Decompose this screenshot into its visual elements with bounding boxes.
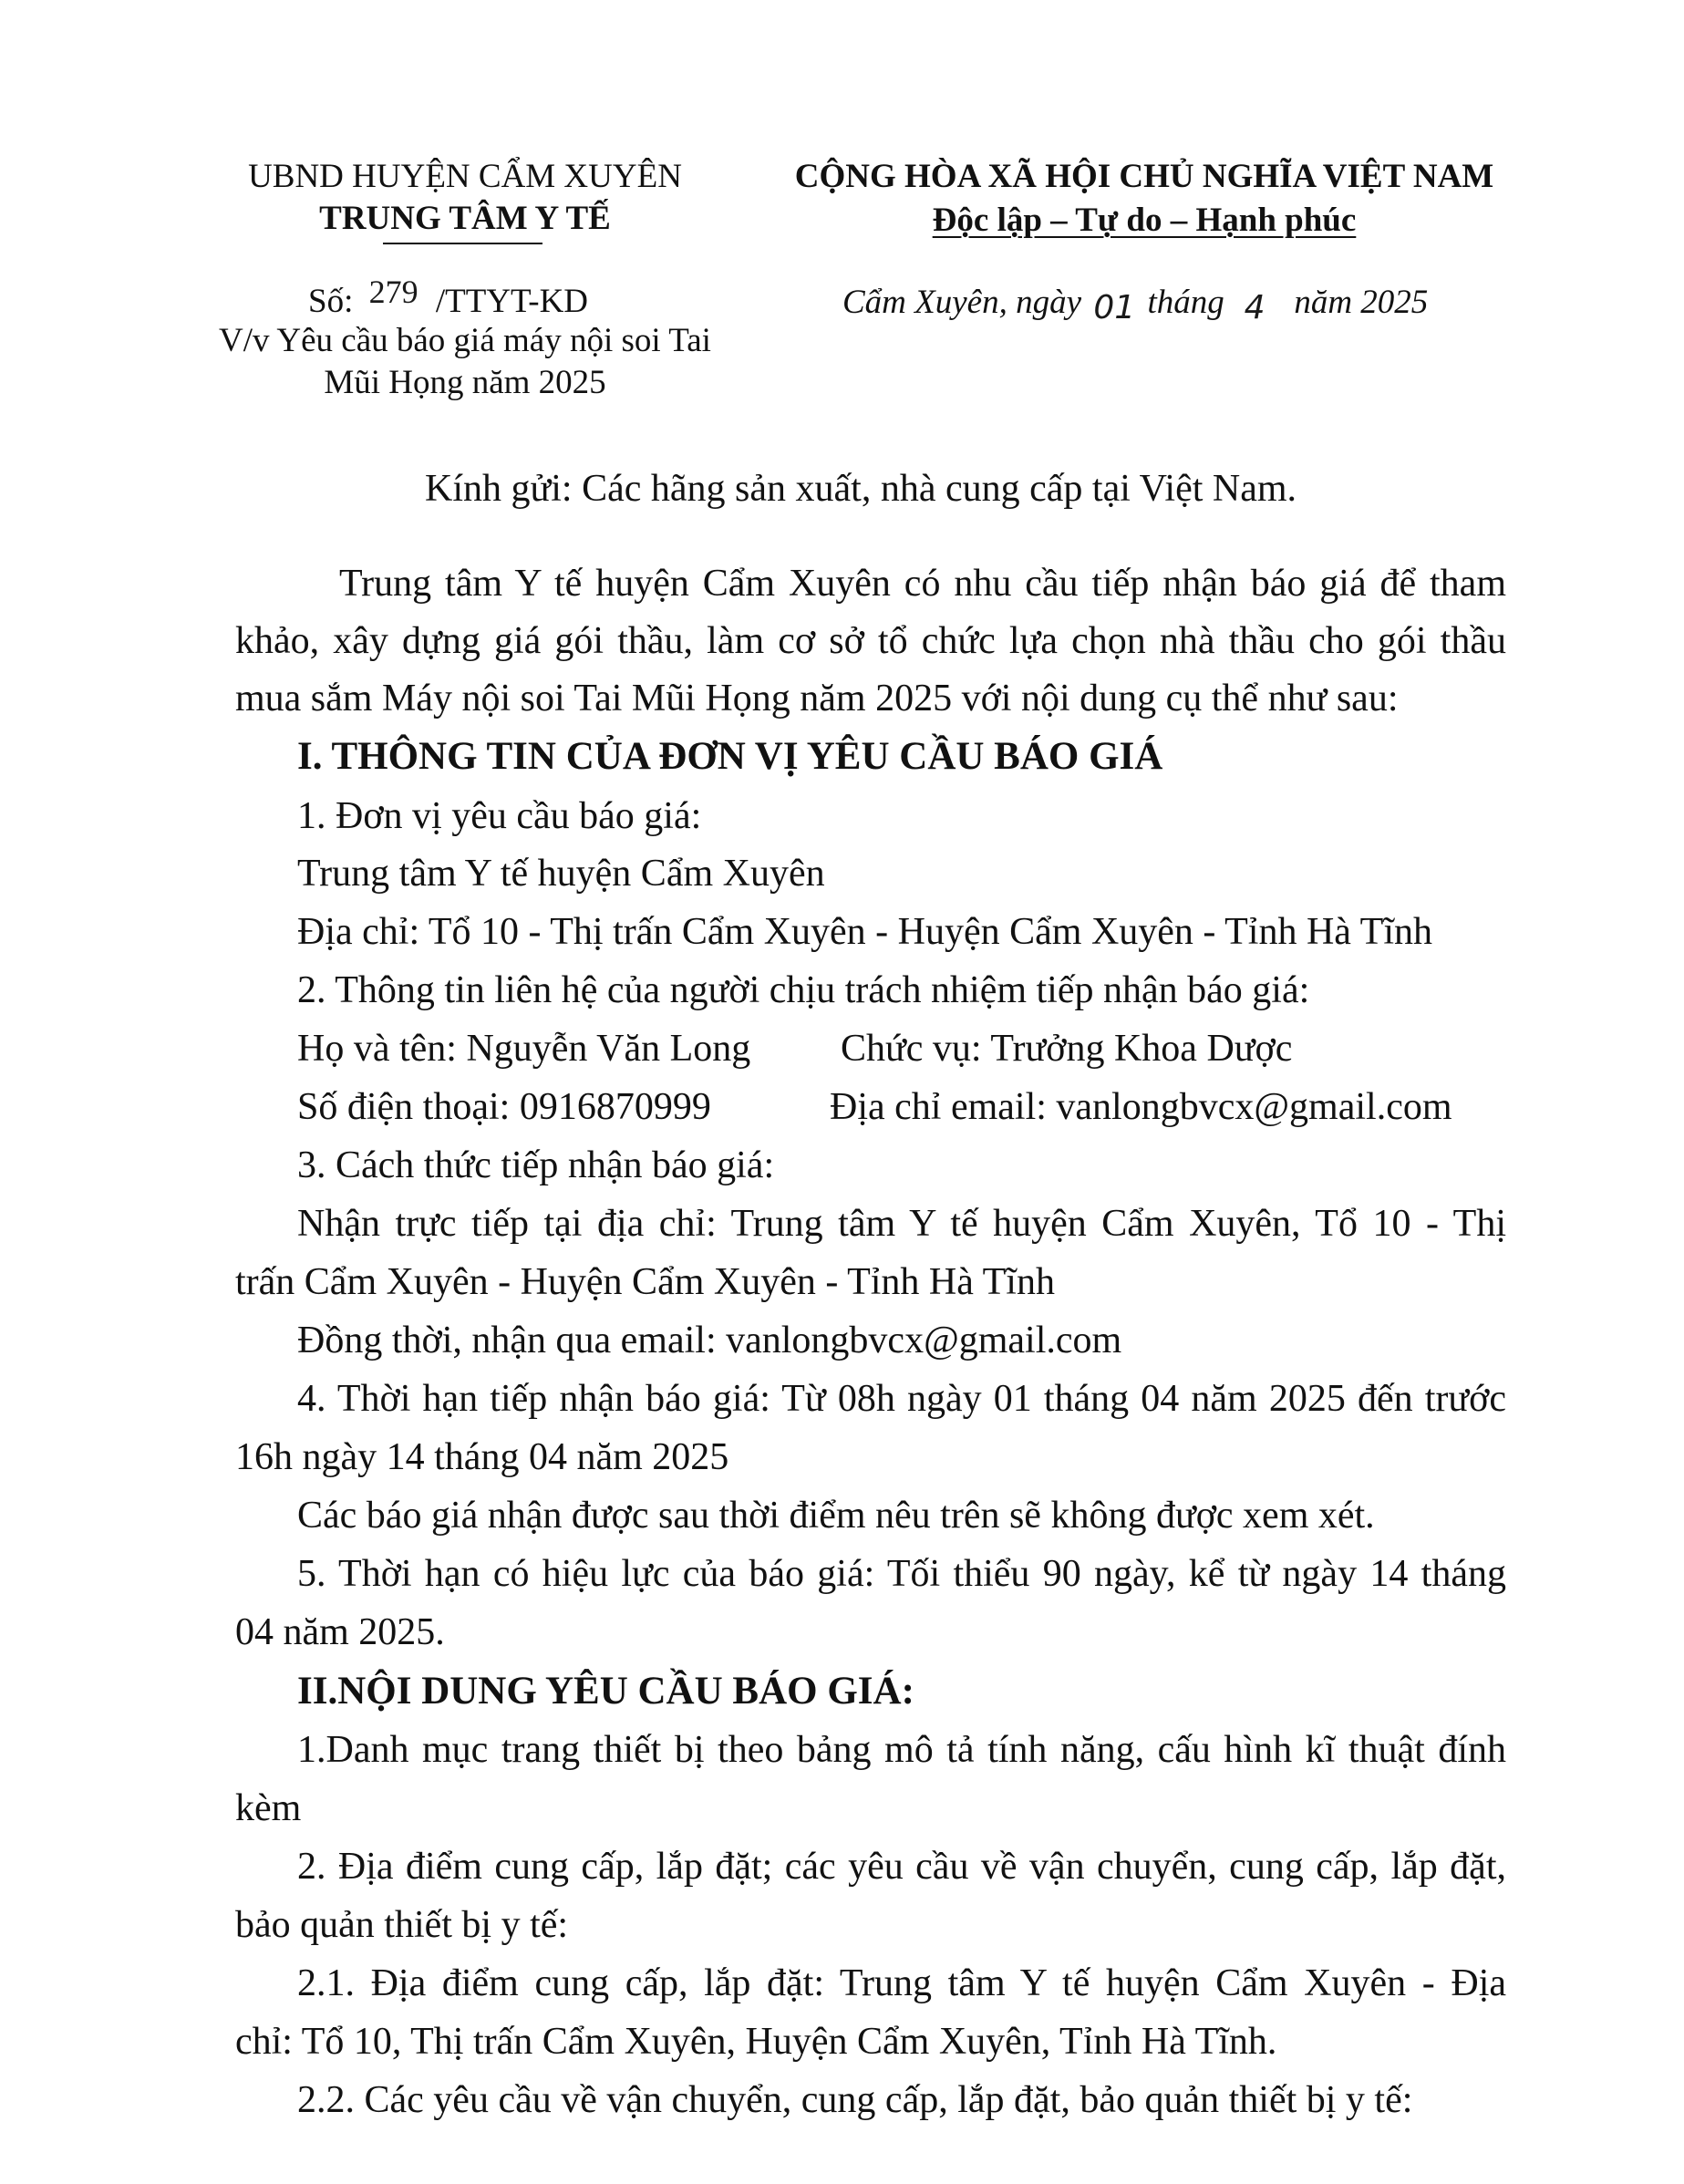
date-year: năm 2025 (1294, 284, 1429, 321)
s1-item4-line-2: 16h ngày 14 tháng 04 năm 2025 (235, 1436, 729, 1478)
s1-item2-phone: Số điện thoại: 0916870999 (297, 1086, 711, 1128)
country-name: CỘNG HÒA XÃ HỘI CHỦ NGHĨA VIỆT NAM (794, 158, 1494, 195)
s2-item21-line-1: 2.1. Địa điểm cung cấp, lắp đặt: Trung tâm Y tế huyện Cẩm Xuyên - Địa (297, 1962, 1506, 2004)
section-1-title: I. THÔNG TIN CỦA ĐƠN VỊ YÊU CẦU BÁO GIÁ (297, 735, 1163, 778)
org-parent: UBND HUYỆN CẨM XUYÊN (248, 158, 682, 195)
recipient: Kính gửi: Các hãng sản xuất, nhà cung cấp tại Việt Nam. (425, 468, 1297, 510)
intro-line-2: khảo, xây dựng giá gói thầu, làm cơ sở tổ chức lựa chọn nhà thầu cho gói thầu (235, 620, 1506, 662)
intro-line-1: Trung tâm Y tế huyện Cẩm Xuyên có nhu cầu tiếp nhận báo giá để tham (339, 563, 1506, 605)
doc-number (308, 274, 589, 322)
document-date (842, 283, 1429, 326)
s1-item3-email: Đồng thời, nhận qua email: vanlongbvcx@gmail.com (297, 1320, 1122, 1361)
s1-item2-name: Họ và tên: Nguyễn Văn Long (297, 1028, 751, 1070)
s1-item2-label: 2. Thông tin liên hệ của người chịu trách nhiệm tiếp nhận báo giá: (297, 969, 1310, 1011)
s2-item2-line-1: 2. Địa điểm cung cấp, lắp đặt; các yêu cầu về vận chuyển, cung cấp, lắp đặt, (297, 1846, 1506, 1888)
s1-item1-label: 1. Đơn vị yêu cầu báo giá: (297, 795, 702, 837)
s1-item3-direct-line-1: Nhận trực tiếp tại địa chỉ: Trung tâm Y tế huyện Cẩm Xuyên, Tổ 10 - Thị (297, 1203, 1506, 1245)
s1-item1-address: Địa chỉ: Tổ 10 - Thị trấn Cẩm Xuyên - Huyện Cẩm Xuyên - Tỉnh Hà Tĩnh (297, 911, 1433, 953)
subject-line-2: Mũi Họng năm 2025 (324, 364, 606, 401)
intro-line-3: mua sắm Máy nội soi Tai Mũi Họng năm 2025 với nội dung cụ thể như sau: (235, 678, 1399, 719)
org-name: TRUNG TÂM Y TẾ (319, 200, 611, 237)
s1-item3-label: 3. Cách thức tiếp nhận báo giá: (297, 1144, 775, 1186)
date-month: 4 (1244, 289, 1266, 326)
s2-item2-line-2: bảo quản thiết bị y tế: (235, 1904, 569, 1946)
org-underline (383, 243, 542, 244)
subject-line-1: V/v Yêu cầu báo giá máy nội soi Tai (219, 322, 711, 359)
s2-item22-line-1: 2.2. Các yêu cầu về vận chuyển, cung cấp, lắp đặt, bảo quản thiết bị y tế: (297, 2079, 1413, 2121)
s1-item4-line-1: 4. Thời hạn tiếp nhận báo giá: Từ 08h ngày 01 tháng 04 năm 2025 đến trước (297, 1378, 1506, 1420)
s1-item5-line-1: 5. Thời hạn có hiệu lực của báo giá: Tối thiểu 90 ngày, kể từ ngày 14 tháng (297, 1553, 1506, 1595)
s2-item1-line-2: kèm (235, 1787, 302, 1829)
s1-item3-direct-line-2: trấn Cẩm Xuyên - Huyện Cẩm Xuyên - Tỉnh Hà Tĩnh (235, 1261, 1055, 1303)
s1-item2-email: Địa chỉ email: vanlongbvcx@gmail.com (830, 1086, 1452, 1128)
section-2-title: II.NỘI DUNG YÊU CẦU BÁO GIÁ: (297, 1670, 914, 1713)
s2-item1-line-1: 1.Danh mục trang thiết bị theo bảng mô tả tính năng, cấu hình kĩ thuật đính (297, 1729, 1506, 1771)
s1-item5-line-2: 04 năm 2025. (235, 1611, 445, 1653)
s1-item2-position: Chức vụ: Trưởng Khoa Dược (841, 1028, 1293, 1070)
date-prefix: Cẩm Xuyên, ngày (842, 284, 1082, 321)
s1-item4-note: Các báo giá nhận được sau thời điểm nêu trên sẽ không được xem xét. (297, 1495, 1375, 1537)
doc-number-suffix: /TTYT-KD (435, 283, 589, 320)
date-day: 01 (1093, 289, 1136, 326)
date-month-label: tháng (1147, 284, 1224, 321)
doc-number-prefix: Số: (308, 283, 354, 320)
national-motto-text: Độc lập – Tự do – Hạnh phúc (932, 202, 1357, 239)
national-motto (757, 201, 1532, 241)
doc-number-handwritten: 279 (368, 274, 418, 310)
s1-item1-unit: Trung tâm Y tế huyện Cẩm Xuyên (297, 853, 825, 895)
s2-item21-line-2: chỉ: Tổ 10, Thị trấn Cẩm Xuyên, Huyện Cẩm Xuyên, Tỉnh Hà Tĩnh. (235, 2021, 1277, 2063)
